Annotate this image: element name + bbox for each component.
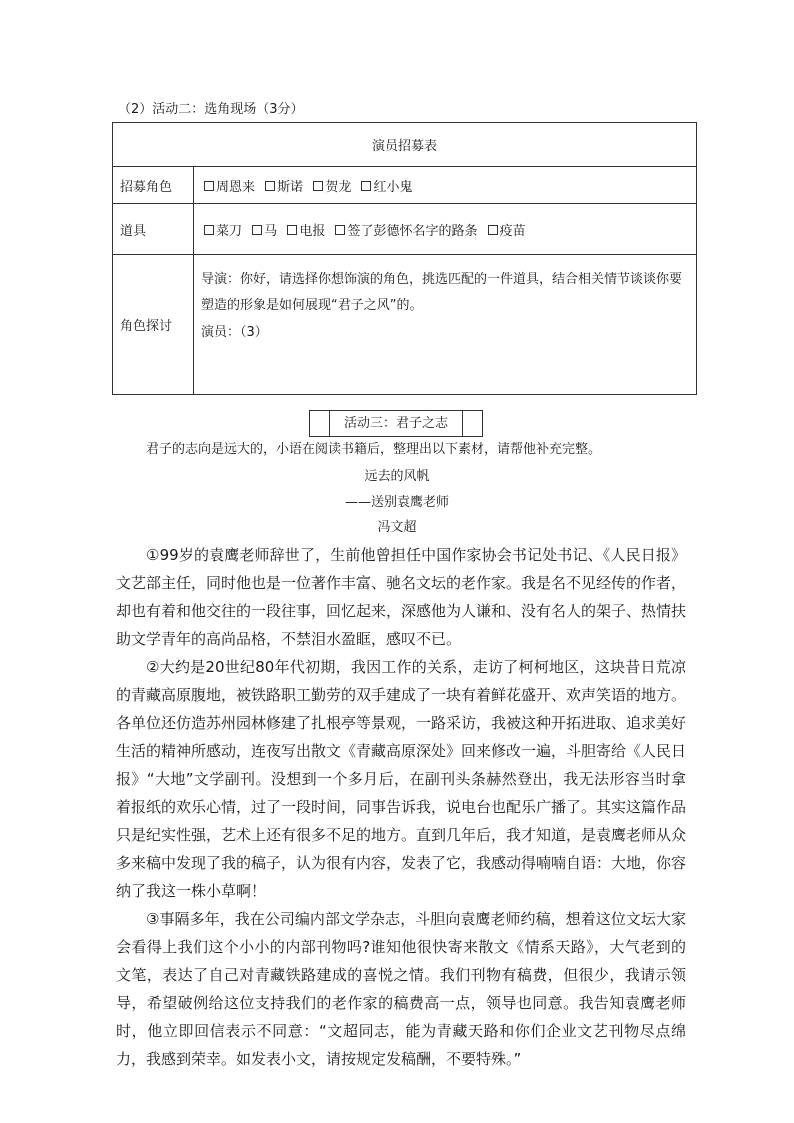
section-label: （2）活动二：选角现场（3分） bbox=[118, 102, 304, 117]
props-options bbox=[194, 204, 697, 255]
director-prompt: 导演：你好，请选择你想饰演的角色，挑选匹配的一件道具，结合相关情节谈谈你要塑造的形象是如何展现“君子之风”的。 bbox=[201, 272, 683, 313]
roles-label: 招募角色 bbox=[113, 167, 194, 204]
role-option[interactable]: 斯诺 bbox=[265, 180, 303, 195]
checkbox-icon[interactable] bbox=[313, 181, 323, 191]
prop-option[interactable]: 马 bbox=[252, 224, 277, 239]
essay-paragraph: ①99岁的袁鹰老师辞世了，生前他曾担任中国作家协会书记处书记、《人民日报》文艺部主任，同时他也是一位著作丰富、驰名文坛的老作家。我是名不见经传的作者，却也有着和他交往的一段往事，回忆起来，深感他为人谦和、没有名人的架子、热情扶助文学青年的高尚品格，不禁泪水盈眶，感叹不已。 bbox=[116, 546, 687, 648]
role-option[interactable]: 红小鬼 bbox=[361, 180, 412, 195]
checkbox-icon[interactable] bbox=[361, 181, 371, 191]
prop-option[interactable]: 菜刀 bbox=[204, 224, 242, 239]
essay-title: 远去的风帆 bbox=[364, 469, 430, 484]
roles-options bbox=[194, 167, 697, 204]
discuss-label: 角色探讨 bbox=[113, 255, 194, 395]
checkbox-icon[interactable] bbox=[252, 225, 262, 235]
prop-option[interactable]: 电报 bbox=[287, 224, 325, 239]
role-option[interactable]: 贺龙 bbox=[313, 180, 351, 195]
table-title: 演员招募表 bbox=[113, 123, 697, 167]
checkbox-icon[interactable] bbox=[488, 225, 498, 235]
checkbox-icon[interactable] bbox=[204, 225, 214, 235]
actor-answer[interactable]: 演员：（3） bbox=[201, 325, 268, 340]
checkbox-icon[interactable] bbox=[287, 225, 297, 235]
activity-three-heading bbox=[309, 410, 483, 437]
essay-body bbox=[116, 541, 686, 1073]
role-option[interactable]: 周恩来 bbox=[204, 180, 255, 195]
essay-paragraph: ③事隔多年，我在公司编内部文学杂志，斗胆向袁鹰老师约稿，想着这位文坛大家会看得上我们这个小小的内部刊物吗?谁知他很快寄来散文《情系天路》，大气老到的文笔，表达了自己对青藏铁路建成的喜悦之情。我们刊物有稿费，但很少，我请示领导，希望破例给这位支持我们的老作家的稿费高一点，领导也同意。我告知袁鹰老师时，他立即回信表示不同意：“文超同志，能为青藏天路和你们企业文艺刊物尽点绵力，我感到荣幸。如发表小文，请按规定发稿酬，不要特殊。” bbox=[116, 910, 686, 1068]
recruitment-table bbox=[112, 122, 697, 395]
discuss-cell bbox=[194, 255, 697, 395]
essay-paragraph: ②大约是20世纪80年代初期，我因工作的关系，走访了柯柯地区，这块昔日荒凉的青藏高原腹地，被铁路职工勤劳的双手建成了一块有着鲜花盛开、欢声笑语的地方。各单位还仿造苏州园林修建了扎根亭等景观，一路采访，我被这种开拓进取、追求美好生活的精神所感动，连夜写出散文《青藏高原深处》回来修改一遍，斗胆寄给《人民日报》“大地”文学副刊。没想到一个多月后，在副刊头条赫然登出，我无法形容当时拿着报纸的欢乐心情，过了一段时间，同事告诉我，说电台也配乐广播了。其实这篇作品只是纪实性强，艺术上还有很多不足的地方。直到几年后，我才知道，是袁鹰老师从众多来稿中发现了我的稿子，认为很有内容，发表了它，我感动得喃喃自语：大地，你容纳了我这一株小草啊！ bbox=[116, 658, 687, 900]
activity-three-intro: 君子的志向是远大的，小语在阅读书籍后，整理出以下素材，请帮他补充完整。 bbox=[146, 442, 602, 457]
checkbox-icon[interactable] bbox=[265, 181, 275, 191]
essay-author: 冯文超 bbox=[377, 520, 417, 535]
activity-three-label: 活动三：君子之志 bbox=[329, 411, 463, 436]
props-label: 道具 bbox=[113, 204, 194, 255]
checkbox-icon[interactable] bbox=[335, 225, 345, 235]
prop-option[interactable]: 签了彭德怀名字的路条 bbox=[335, 224, 477, 239]
prop-option[interactable]: 疫苗 bbox=[488, 224, 526, 239]
essay-subtitle: ——送别袁鹰老师 bbox=[344, 495, 449, 510]
checkbox-icon[interactable] bbox=[204, 181, 214, 191]
